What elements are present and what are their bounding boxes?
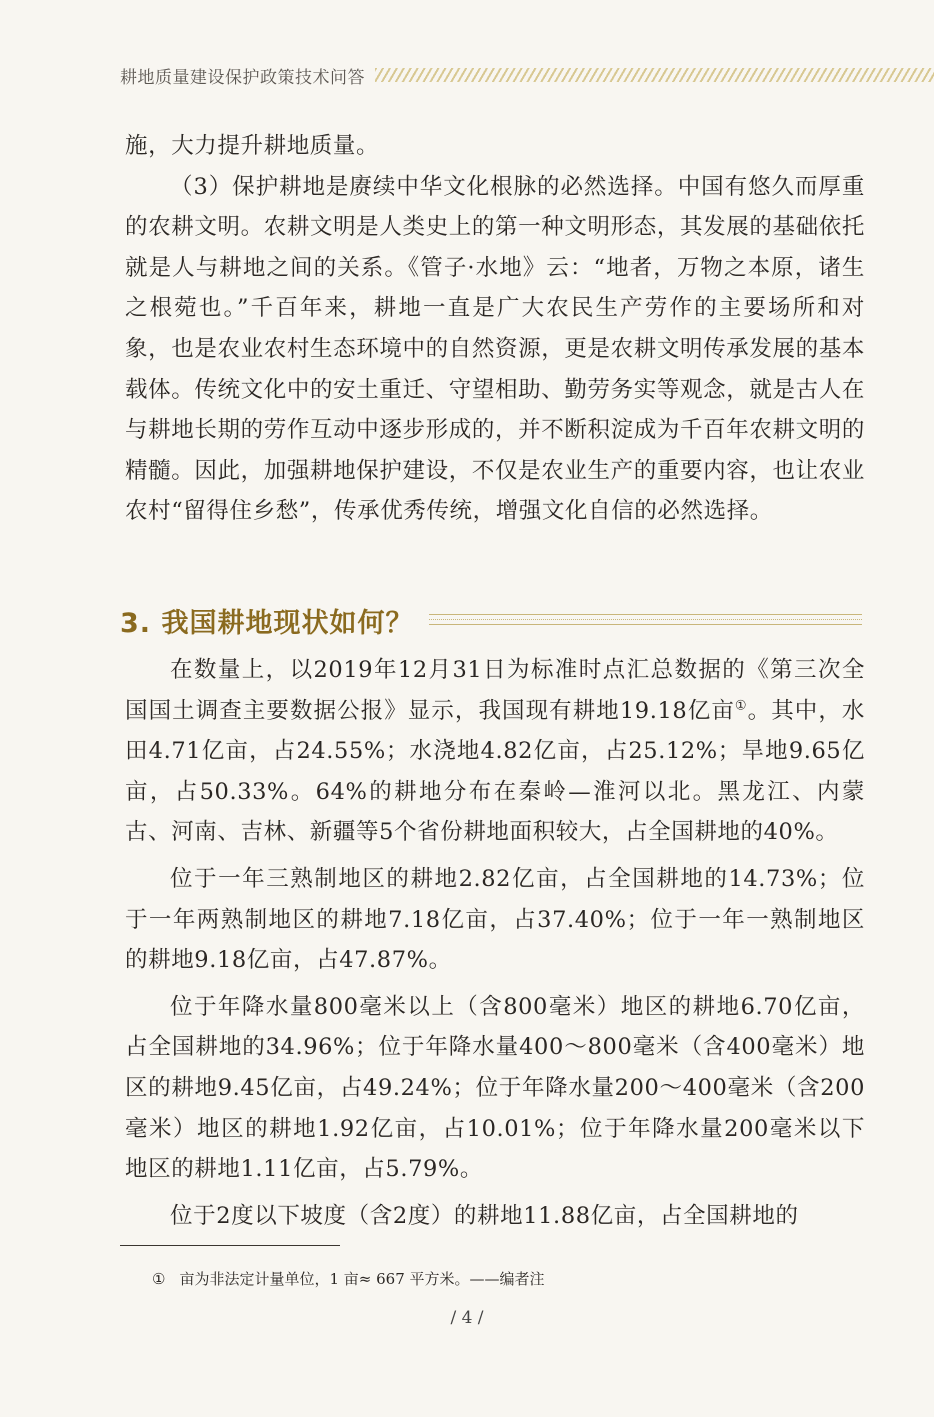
paragraph-slope: 位于2度以下坡度（含2度）的耕地11.88亿亩，占全国耕地的	[170, 1202, 799, 1229]
footnote-reference[interactable]: ①	[734, 698, 748, 714]
paragraph-quantity	[125, 650, 865, 853]
section-title-rule-decoration	[429, 611, 862, 629]
paragraph-point-3: （3）保护耕地是赓续中华文化根脉的必然选择。中国有悠久而厚重的农耕文明。农耕文明是人类史上的第一种文明形态，其发展的基础依托就是人与耕地之间的关系。《管子·水地》云：“地者，万物之本原，诸生之根菀也。”千百年来，耕地一直是广大农民生产劳作的主要场所和对象，也是农业农村生态环境中的自然资源，更是农耕文明传承发展的基本载体。传统文化中的安土重迁、守望相助、勤劳务实等观念，就是古人在与耕地长期的劳作互动中逐步形成的，并不断积淀成为千百年农耕文明的精髓。因此，加强耕地保护建设，不仅是农业生产的重要内容，也让农业农村“留得住乡愁”，传承优秀传统，增强文化自信的必然选择。	[125, 173, 865, 525]
paragraph-cropping-system: 位于一年三熟制地区的耕地2.82亿亩，占全国耕地的14.73%；位于一年两熟制地区的耕地7.18亿亩，占37.40%；位于一年一熟制地区的耕地9.18亿亩，占47.87%。	[125, 865, 865, 974]
running-header	[120, 60, 934, 90]
paragraph-quantity-part1: 在数量上，以2019年12月31日为标准时点汇总数据的《第三次全国国土调查主要数据公报》显示，我国现有耕地19.18亿亩	[125, 657, 865, 724]
paragraph-continuation: 施，大力提升耕地质量。	[125, 133, 380, 159]
body-text-upper	[125, 126, 865, 532]
section-title: 3. 我国耕地现状如何？	[120, 607, 414, 639]
body-text-lower	[125, 650, 865, 1236]
paragraph-quantity-part2: 。其中，水田4.71亿亩，占24.55%；水浇地4.82亿亩，占25.12%；旱地9.65亿亩，占50.33%。64%的耕地分布在秦岭—淮河以北。黑龙江、内蒙古、河南、吉林、新疆等5个省份耕地面积较大，占全国耕地的40%。	[125, 697, 865, 846]
paragraph-rainfall: 位于年降水量800毫米以上（含800毫米）地区的耕地6.70亿亩，占全国耕地的34.96%；位于年降水量400～800毫米（含400毫米）地区的耕地9.45亿亩，占49.24%；位于年降水量200～400毫米（含200毫米）地区的耕地1.92亿亩，占10.01%；位于年降水量200毫米以下地区的耕地1.11亿亩，占5.79%。	[125, 993, 865, 1183]
footnote-text: 亩为非法定计量单位，1 亩≈ 667 平方米。——编者注	[179, 1270, 545, 1288]
page-number: / 4 /	[450, 1308, 484, 1328]
footnote	[152, 1268, 545, 1289]
footnote-divider	[120, 1245, 340, 1246]
header-hatch-decoration	[375, 68, 934, 82]
section-heading	[120, 598, 862, 642]
running-header-title: 耕地质量建设保护政策技术问答	[120, 67, 365, 88]
footnote-mark: ①	[152, 1270, 166, 1288]
